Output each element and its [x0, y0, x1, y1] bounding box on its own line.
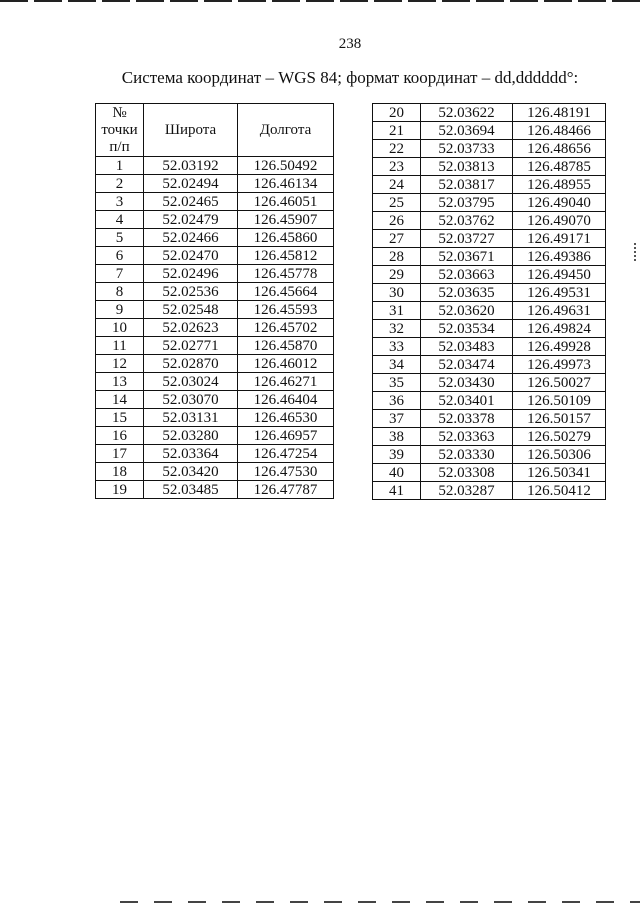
latitude-cell: 52.03280 [144, 427, 238, 445]
longitude-cell: 126.47787 [238, 481, 334, 499]
longitude-cell: 126.45860 [238, 229, 334, 247]
latitude-cell: 52.03378 [421, 410, 513, 428]
latitude-cell: 52.03813 [421, 158, 513, 176]
latitude-cell: 52.03363 [421, 428, 513, 446]
latitude-cell: 52.02496 [144, 265, 238, 283]
latitude-cell: 52.02548 [144, 301, 238, 319]
latitude-cell: 52.03817 [421, 176, 513, 194]
point-number-cell: 30 [373, 284, 421, 302]
longitude-cell: 126.49171 [513, 230, 606, 248]
latitude-cell: 52.02470 [144, 247, 238, 265]
table-row [96, 211, 334, 229]
point-number-cell: 22 [373, 140, 421, 158]
longitude-cell: 126.46957 [238, 427, 334, 445]
longitude-cell: 126.49386 [513, 248, 606, 266]
table-row [96, 157, 334, 175]
latitude-cell: 52.03762 [421, 212, 513, 230]
point-number-cell: 17 [96, 445, 144, 463]
latitude-cell: 52.03420 [144, 463, 238, 481]
header-latitude: Широта [144, 104, 238, 157]
longitude-cell: 126.50306 [513, 446, 606, 464]
header-number-line-2: точки [101, 121, 138, 138]
latitude-cell: 52.03795 [421, 194, 513, 212]
longitude-cell: 126.46051 [238, 193, 334, 211]
table-row [96, 283, 334, 301]
point-number-cell: 8 [96, 283, 144, 301]
point-number-cell: 26 [373, 212, 421, 230]
table-row [373, 464, 606, 482]
table-row [373, 320, 606, 338]
table-row [373, 356, 606, 374]
latitude-cell: 52.02623 [144, 319, 238, 337]
longitude-cell: 126.45812 [238, 247, 334, 265]
point-number-cell: 36 [373, 392, 421, 410]
table-row [373, 392, 606, 410]
latitude-cell: 52.03622 [421, 104, 513, 122]
latitude-cell: 52.03401 [421, 392, 513, 410]
longitude-cell: 126.49070 [513, 212, 606, 230]
latitude-cell: 52.03474 [421, 356, 513, 374]
point-number-cell: 5 [96, 229, 144, 247]
longitude-cell: 126.50157 [513, 410, 606, 428]
table-row [373, 374, 606, 392]
longitude-cell: 126.45778 [238, 265, 334, 283]
latitude-cell: 52.02536 [144, 283, 238, 301]
latitude-cell: 52.03671 [421, 248, 513, 266]
latitude-cell: 52.02479 [144, 211, 238, 229]
point-number-cell: 6 [96, 247, 144, 265]
coordinate-system-caption: Система координат – WGS 84; формат координат – dd,dddddd°: [121, 68, 579, 87]
point-number-cell: 23 [373, 158, 421, 176]
longitude-cell: 126.48656 [513, 140, 606, 158]
table-row [373, 176, 606, 194]
longitude-cell: 126.45593 [238, 301, 334, 319]
point-number-cell: 34 [373, 356, 421, 374]
table-row [96, 301, 334, 319]
point-number-cell: 21 [373, 122, 421, 140]
latitude-cell: 52.03287 [421, 482, 513, 500]
header-longitude: Долгота [238, 104, 334, 157]
longitude-cell: 126.49928 [513, 338, 606, 356]
point-number-cell: 14 [96, 391, 144, 409]
latitude-cell: 52.03635 [421, 284, 513, 302]
longitude-cell: 126.49973 [513, 356, 606, 374]
top-edge-scan-artifact [0, 0, 640, 2]
longitude-cell: 126.50492 [238, 157, 334, 175]
point-number-cell: 25 [373, 194, 421, 212]
longitude-cell: 126.46012 [238, 355, 334, 373]
longitude-cell: 126.45870 [238, 337, 334, 355]
table-row [373, 284, 606, 302]
table-row [96, 175, 334, 193]
table-row [373, 122, 606, 140]
longitude-cell: 126.49531 [513, 284, 606, 302]
table-row [373, 482, 606, 500]
latitude-cell: 52.03620 [421, 302, 513, 320]
latitude-cell: 52.03430 [421, 374, 513, 392]
point-number-cell: 9 [96, 301, 144, 319]
longitude-cell: 126.49450 [513, 266, 606, 284]
latitude-cell: 52.03330 [421, 446, 513, 464]
latitude-cell: 52.02466 [144, 229, 238, 247]
point-number-cell: 28 [373, 248, 421, 266]
latitude-cell: 52.03024 [144, 373, 238, 391]
table-row [373, 410, 606, 428]
longitude-cell: 126.46271 [238, 373, 334, 391]
table-row [373, 338, 606, 356]
latitude-cell: 52.03727 [421, 230, 513, 248]
table-row [96, 463, 334, 481]
point-number-cell: 24 [373, 176, 421, 194]
table-row [373, 446, 606, 464]
point-number-cell: 18 [96, 463, 144, 481]
table-row [373, 194, 606, 212]
point-number-cell: 20 [373, 104, 421, 122]
table-row [373, 212, 606, 230]
point-number-cell: 40 [373, 464, 421, 482]
longitude-cell: 126.50412 [513, 482, 606, 500]
table-row [373, 248, 606, 266]
longitude-cell: 126.48955 [513, 176, 606, 194]
table-row [373, 266, 606, 284]
longitude-cell: 126.48191 [513, 104, 606, 122]
point-number-cell: 19 [96, 481, 144, 499]
point-number-cell: 16 [96, 427, 144, 445]
point-number-cell: 29 [373, 266, 421, 284]
latitude-cell: 52.02870 [144, 355, 238, 373]
point-number-cell: 33 [373, 338, 421, 356]
longitude-cell: 126.50341 [513, 464, 606, 482]
table-row [373, 230, 606, 248]
longitude-cell: 126.48466 [513, 122, 606, 140]
table-body-left [96, 157, 334, 499]
latitude-cell: 52.03192 [144, 157, 238, 175]
point-number-cell: 13 [96, 373, 144, 391]
table-body-right [373, 104, 606, 500]
longitude-cell: 126.45702 [238, 319, 334, 337]
latitude-cell: 52.03485 [144, 481, 238, 499]
point-number-cell: 11 [96, 337, 144, 355]
latitude-cell: 52.03364 [144, 445, 238, 463]
point-number-cell: 4 [96, 211, 144, 229]
longitude-cell: 126.49040 [513, 194, 606, 212]
point-number-cell: 37 [373, 410, 421, 428]
longitude-cell: 126.50027 [513, 374, 606, 392]
longitude-cell: 126.50279 [513, 428, 606, 446]
table-row [373, 140, 606, 158]
longitude-cell: 126.46134 [238, 175, 334, 193]
table-row [96, 319, 334, 337]
latitude-cell: 52.02494 [144, 175, 238, 193]
page-number: 238 [338, 36, 362, 52]
table-row [96, 265, 334, 283]
latitude-cell: 52.03694 [421, 122, 513, 140]
latitude-cell: 52.03308 [421, 464, 513, 482]
table-header-row [96, 104, 334, 157]
point-number-cell: 35 [373, 374, 421, 392]
bottom-edge-scan-artifact [120, 901, 640, 903]
table-row [96, 391, 334, 409]
point-number-cell: 41 [373, 482, 421, 500]
latitude-cell: 52.03534 [421, 320, 513, 338]
table-row [96, 337, 334, 355]
longitude-cell: 126.49824 [513, 320, 606, 338]
coordinates-table-left [95, 103, 334, 499]
point-number-cell: 1 [96, 157, 144, 175]
table-row [373, 428, 606, 446]
table-row [373, 302, 606, 320]
latitude-cell: 52.03483 [421, 338, 513, 356]
longitude-cell: 126.45664 [238, 283, 334, 301]
table-row [373, 104, 606, 122]
coordinates-table-right [372, 103, 606, 500]
point-number-cell: 12 [96, 355, 144, 373]
latitude-cell: 52.03131 [144, 409, 238, 427]
point-number-cell: 2 [96, 175, 144, 193]
latitude-cell: 52.03733 [421, 140, 513, 158]
table-row [96, 445, 334, 463]
table-row [96, 409, 334, 427]
margin-scan-artifact [634, 243, 636, 263]
table-row [96, 229, 334, 247]
point-number-cell: 38 [373, 428, 421, 446]
table-row [96, 193, 334, 211]
table-row [96, 247, 334, 265]
longitude-cell: 126.46404 [238, 391, 334, 409]
point-number-cell: 32 [373, 320, 421, 338]
table-row [96, 373, 334, 391]
longitude-cell: 126.46530 [238, 409, 334, 427]
longitude-cell: 126.48785 [513, 158, 606, 176]
point-number-cell: 39 [373, 446, 421, 464]
table-row [373, 158, 606, 176]
latitude-cell: 52.02771 [144, 337, 238, 355]
point-number-cell: 7 [96, 265, 144, 283]
point-number-cell: 10 [96, 319, 144, 337]
latitude-cell: 52.02465 [144, 193, 238, 211]
point-number-cell: 27 [373, 230, 421, 248]
longitude-cell: 126.49631 [513, 302, 606, 320]
header-number-line-3: п/п [109, 138, 130, 155]
longitude-cell: 126.47530 [238, 463, 334, 481]
header-number-line-1: № [112, 104, 127, 121]
longitude-cell: 126.45907 [238, 211, 334, 229]
point-number-cell: 31 [373, 302, 421, 320]
table-row [96, 427, 334, 445]
latitude-cell: 52.03070 [144, 391, 238, 409]
table-row [96, 481, 334, 499]
longitude-cell: 126.50109 [513, 392, 606, 410]
header-point-number [96, 104, 144, 157]
point-number-cell: 15 [96, 409, 144, 427]
latitude-cell: 52.03663 [421, 266, 513, 284]
point-number-cell: 3 [96, 193, 144, 211]
longitude-cell: 126.47254 [238, 445, 334, 463]
table-row [96, 355, 334, 373]
